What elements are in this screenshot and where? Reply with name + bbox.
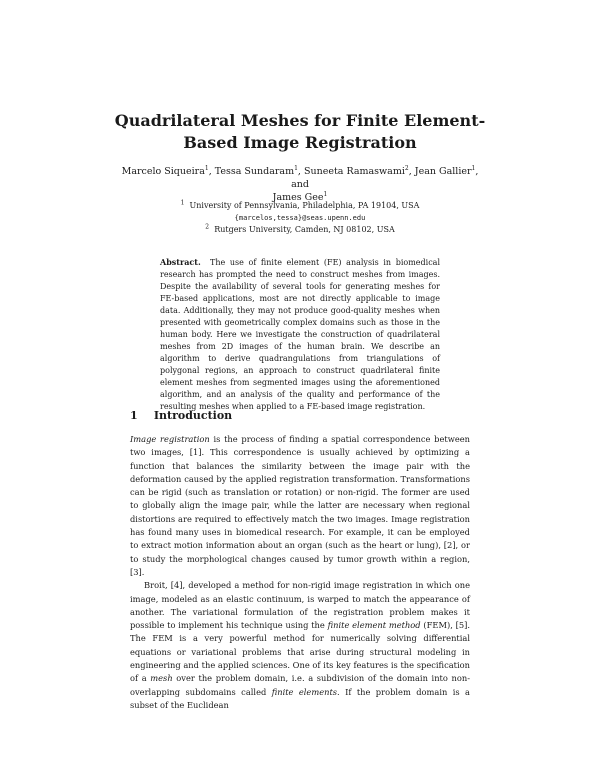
section-number: 1 <box>130 409 138 422</box>
author: Marcelo Siqueira$^1$ <box>121 164 209 177</box>
paragraph: Broit, [4], developed a method for non-rigid image registration in which one image, modeled as an elastic continuum, is warped to match the appearance of another. The variational formulation of the registration problem makes it possible to implement his technique using the finite element method (FEM), [5]. The FEM is a very powerful method for numerically solving differential equations or variational problems that arise during structural modeling in engineering and the applied sciences. One of its key features is the specification of a mesh over the problem domain, i.e. a subdivision of the domain into non-overlapping subdomains called finite elements. If the problem domain is a subset of the Euclidean <box>130 580 471 710</box>
affiliation-2: $^2$ Rutgers University, Camden, NJ 08102, USA <box>205 223 395 234</box>
affiliations <box>150 200 450 236</box>
section-title: Introduction <box>153 409 233 422</box>
author: Tessa Sundaram$^1$ <box>214 164 298 177</box>
paragraph: Image registration is the process of finding a spatial correspondence between two images, [1]. This correspondence is usually achieved by optimizing a function that balances the similarity between the image pair with the deformation caused by the applied registration transformation. Transformations can be rigid (such as translation or rotation) or non-rigid. The former are used to globally align the image pair, while the latter are necessary when regional distortions are required to effectively match the two images. Image registration has found many uses in biomedical research. For example, it can be employed to extract motion information about an organ (such as the heart or lung), [2], or to study the morphological changes caused by tumor growth within a region, [3]. <box>130 434 471 577</box>
affiliation-email: {marcelos,tessa}@seas.upenn.edu <box>234 214 366 222</box>
abstract <box>160 256 440 413</box>
abstract-text: The use of finite element (FE) analysis in biomedical research has prompted the need to construct meshes from images. Despite the availability of several tools for generating meshes for FE-based applications, most are not directly applicable to image data. Additionally, they may not produce good-quality meshes when presented with geometrically complex domains such as those in the human body. Here we investigate the construction of quadrilateral meshes from 2D images of the human brain. We describe an algorithm to derive quadrangulations from triangulations of polygonal regions, an approach to construct quadrilateral finite element meshes from segmented images using the aforementioned algorithm, and an analysis of the quality and performance of the resulting meshes when applied to a FE-based image registration. <box>160 258 441 411</box>
body-text <box>130 433 470 712</box>
author: Suneeta Ramaswami$^2$ <box>303 164 409 177</box>
affiliation-1: $^1$ University of Pennsylvania, Philadelphia, PA 19104, USA <box>180 199 420 210</box>
section-heading <box>130 409 232 422</box>
author-list: Marcelo Siqueira$^1$, Tessa Sundaram$^1$, Suneeta Ramaswami$^2$, Jean Gallier$^1$, and James Gee$^1$ <box>121 164 479 203</box>
author: James Gee$^1$ <box>272 190 328 203</box>
author-conjunction: and <box>291 179 309 190</box>
paper-title: Quadrilateral Meshes for Finite Element-Based Image Registration <box>114 111 486 152</box>
abstract-label: Abstract. <box>160 257 201 267</box>
author: Jean Gallier$^1$ <box>414 164 476 177</box>
